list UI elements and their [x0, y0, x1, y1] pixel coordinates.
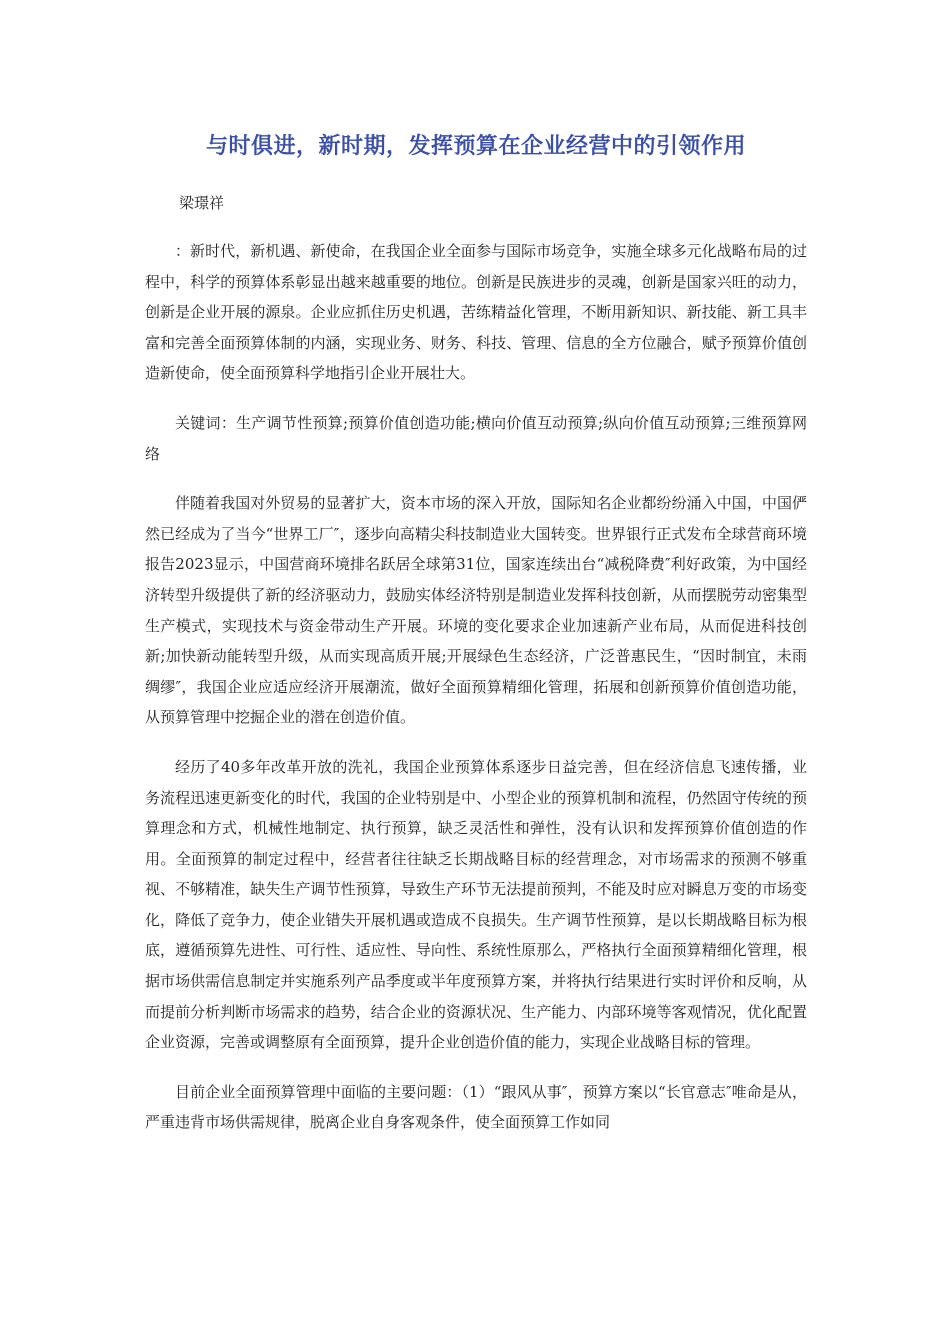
- keywords-paragraph: 关键词：生产调节性预算;预算价值创造功能;横向价值互动预算;纵向价值互动预算;三维预算网络: [145, 413, 807, 463]
- body-paragraph: 目前企业全面预算管理中面临的主要问题：（1）“跟风从事″，预算方案以“长官意志″唯命是从，严重违背市场供需规律，脱离企业自身客观条件，使全面预算工作如同: [145, 1082, 807, 1132]
- body-paragraph: 经历了40多年改革开放的洗礼，我国企业预算体系逐步日益完善，但在经济信息飞速传播，业务流程迅速更新变化的时代，我国的企业特别是中、小型企业的预算机制和流程，仍然固守传统的预算理念和方式，机械性地制定、执行预算，缺乏灵活性和弹性，没有认识和发挥预算价值创造的作用。全面预算的制定过程中，经营者往往缺乏长期战略目标的经营理念，对市场需求的预测不够重视、不够精准，缺失生产调节性预算，导致生产环节无法提前预判，不能及时应对瞬息万变的市场变化，降低了竞争力，使企业错失开展机遇或造成不良损失。生产调节性预算，是以长期战略目标为根底，遵循预算先进性、可行性、适应性、导向性、系统性原那么，严格执行全面预算精细化管理，根据市场供需信息制定并实施系列产品季度或半年度预算方案，并将执行结果进行实时评价和反响，从而提前分析判断市场需求的趋势，结合企业的资源状况、生产能力、内部环境等客观情况，优化配置企业资源，完善或调整原有全面预算，提升企业创造价值的能力，实现企业战略目标的管理。: [145, 757, 807, 1052]
- abstract-paragraph: ：新时代，新机遇、新使命，在我国企业全面参与国际市场竞争，实施全球多元化战略布局的过程中，科学的预算体系彰显出越来越重要的地位。创新是民族进步的灵魂，创新是国家兴旺的动力，创新是企业开展的源泉。企业应抓住历史机遇，苦练精益化管理，不断用新知识、新技能、新工具丰富和完善全面预算体制的内涵，实现业务、财务、科技、管理、信息的全方位融合，赋予预算价值创造新使命，使全面预算科学地指引企业开展壮大。: [145, 242, 807, 383]
- document-page: [145, 130, 807, 1157]
- article-title: 与时俱进，新时期，发挥预算在企业经营中的引领作用: [205, 134, 746, 159]
- article-author: 梁璟祥: [179, 194, 225, 212]
- body-paragraph: 伴随着我国对外贸易的显著扩大，资本市场的深入开放，国际知名企业都纷纷涌入中国，中国俨然已经成为了当今“世界工厂″，逐步向高精尖科技制造业大国转变。世界银行正式发布全球营商环境报告2023显示，中国营商环境排名跃居全球第31位，国家连续出台“减税降费″利好政策，为中国经济转型升级提供了新的经济驱动力，鼓励实体经济特别是制造业发挥科技创新，从而摆脱劳动密集型生产模式，实现技术与资金带动生产开展。环境的变化要求企业加速新产业布局，从而促进科技创新;加快新动能转型升级，从而实现高质开展;开展绿色生态经济，广泛普惠民生，“因时制宜，未雨绸缪″，我国企业应适应经济开展潮流，做好全面预算精细化管理，拓展和创新预算价值创造功能，从预算管理中挖掘企业的潜在创造价值。: [145, 494, 807, 727]
